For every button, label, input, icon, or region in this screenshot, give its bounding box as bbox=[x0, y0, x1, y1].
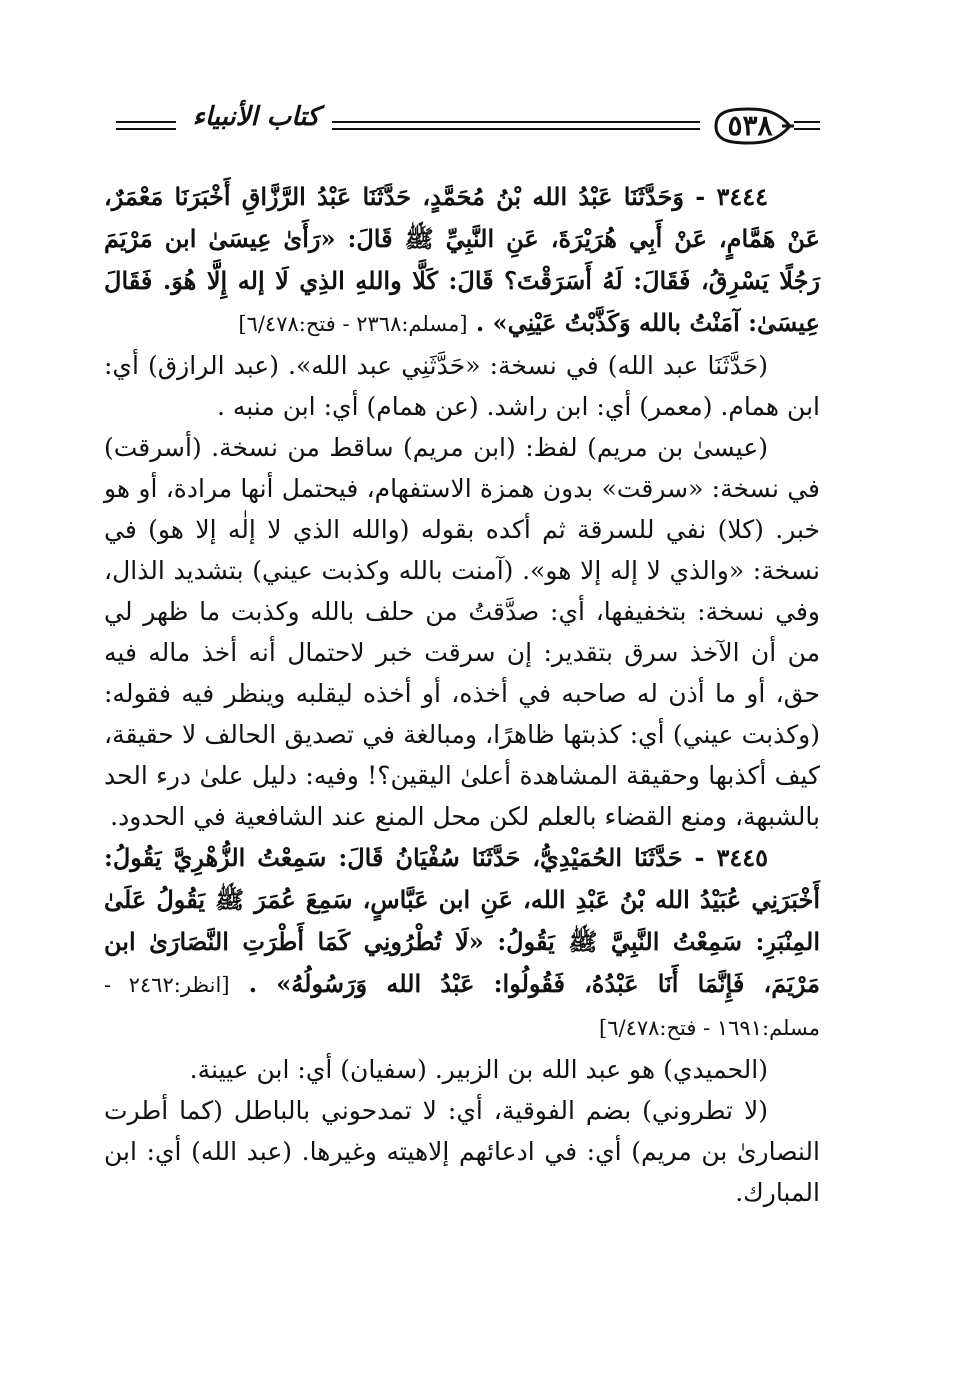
hadith-reference: [انظر:٢٤٦٢ - مسلم:١٦٩١ - فتح:٦/٤٧٨] bbox=[104, 973, 820, 1040]
page-number: ٥٣٨ bbox=[727, 109, 773, 142]
page-header bbox=[108, 96, 820, 156]
hadith-text: ٣٤٤٤ - وَحَدَّثَنَا عَبْدُ الله بْنُ مُحَمَّدٍ، حَدَّثَنَا عَبْدُ الرَّزَّاقِ أَخْبَرَنَا مَعْمَرٌ، عَنْ هَمَّامٍ، عَنْ أَبِي هُرَيْرَةَ، عَنِ النَّبِيِّ ﷺ قَالَ: «رَأَىٰ عِيسَىٰ ابن مَرْيَمَ رَجُلًا يَسْرِقُ، فَقَالَ: لَهُ أَسَرَقْتَ؟ قَالَ: كَلَّا واللهِ الذِي لَا إله إِلَّا هُوَ. فَقَالَ عِيسَىٰ: آمَنْتُ بالله وَكَذَّبْتُ عَيْنِي» . bbox=[104, 182, 820, 337]
hadith-text: ٣٤٤٥ - حَدَّثَنَا الحُمَيْدِيُّ، حَدَّثَنَا سُفْيَانُ قَالَ: سَمِعْتُ الزُّهْرِيَّ يَقُولُ: أَخْبَرَنِي عُبَيْدُ الله بْنُ عَبْدِ الله، عَنِ ابن عَبَّاسٍ، سَمِعَ عُمَرَ ﷺ يَقُولُ عَلَىٰ المِنْبَرِ: سَمِعْتُ النَّبِيَّ ﷺ يَقُولُ: «لَا تُطْرُونِي كَمَا أَطْرَتِ النَّصَارَىٰ ابن مَرْيَمَ، فَإِنَّمَا أَنَا عَبْدُهُ، فَقُولُوا: عَبْدُ الله وَرَسُولُهُ» . bbox=[104, 843, 821, 998]
book-title: كتاب الأنبياء bbox=[192, 102, 320, 132]
header-rule-middle bbox=[332, 121, 700, 130]
header-rule-right bbox=[794, 121, 820, 130]
commentary-paragraph: (لا تطروني) بضم الفوقية، أي: لا تمدحوني بالباطل (كما أطرت النصارىٰ بن مريم) أي: في ادعائهم إلاهيته وغيرها. (عبد الله) أي: ابن المبارك. bbox=[104, 1096, 820, 1207]
commentary-paragraph: (الحميدي) هو عبد الله بن الزبير. (سفيان) أي: ابن عيينة. bbox=[189, 1055, 768, 1084]
header-rule-left bbox=[116, 121, 176, 130]
hadith-reference: [مسلم:٢٣٦٨ - فتح:٦/٤٧٨] bbox=[238, 312, 468, 336]
commentary-paragraph: (عيسىٰ بن مريم) لفظ: (ابن مريم) ساقط من نسخة. (أسرقت) في نسخة: «سرقت» بدون همزة الاستفهام، فيحتمل أنها مرادة، أو هو خبر. (كلا) نفي للسرقة ثم أكده بقوله (والله الذي لا إلٰه إلا هو) في نسخة: «والذي لا إله إلا هو». (آمنت بالله وكذبت عيني) بتشديد الذال، وفي نسخة: بتخفيفها، أي: صدَّقتُ من حلف بالله وكذبت ما ظهر لي من أن الآخذ سرق بتقدير: إن سرقت خبر لاحتمال أنه أخذ ماله فيه حق، أو ما أذن له صاحبه في أخذه، أو أخذه ليقلبه وينظر فيه فقوله: (وكذبت عيني) أي: كذبتها ظاهرًا، ومبالغة في تصديق الحالف لا حقيقة، كيف أكذبها وحقيقة المشاهدة أعلىٰ اليقين؟! وفيه: دليل علىٰ درء الحد بالشبهة، ومنع القضاء بالعلم لكن محل المنع عند الشافعية في الحدود. bbox=[104, 433, 820, 831]
commentary-paragraph: (حَدَّثَنَا عبد الله) في نسخة: «حَدَّثَنِي عبد الله». (عبد الرازق) أي: ابن همام. (معمر) أي: ابن راشد. (عن همام) أي: ابن منبه . bbox=[104, 351, 820, 421]
page-number-badge bbox=[704, 106, 796, 146]
hadith-3444 bbox=[104, 176, 820, 345]
page-content bbox=[104, 176, 820, 1213]
hadith-3445 bbox=[104, 837, 820, 1049]
